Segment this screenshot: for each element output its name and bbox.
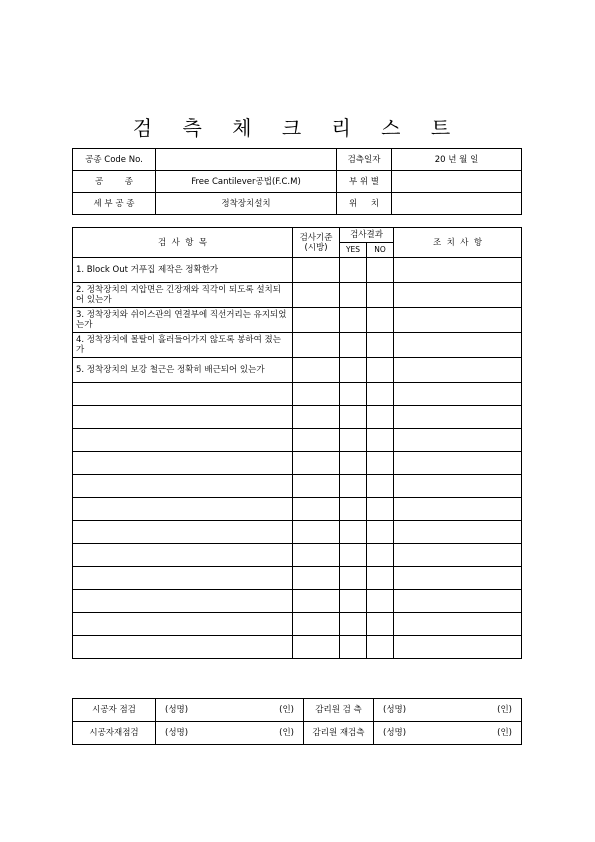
part-label: 부 위 별	[337, 171, 392, 193]
no-cell[interactable]	[367, 333, 394, 358]
check-item	[73, 498, 293, 521]
seal-label: (인)	[497, 705, 512, 715]
no-cell[interactable]	[367, 358, 394, 383]
col-action-header: 조 치 사 항	[394, 228, 522, 258]
table-row	[73, 452, 522, 475]
no-cell[interactable]	[367, 258, 394, 283]
standard-cell[interactable]	[293, 498, 340, 521]
table-row	[73, 258, 522, 283]
date-label: 검측일자	[337, 149, 392, 171]
no-cell[interactable]	[367, 475, 394, 498]
name-label: (성명)	[165, 705, 189, 715]
table-row	[73, 358, 522, 383]
supervisor-check-label: 감리원 검 측	[304, 699, 374, 722]
yes-cell[interactable]	[340, 452, 367, 475]
subtype-label: 세 부 공 종	[73, 193, 156, 215]
checklist-table	[72, 227, 522, 659]
info-table	[72, 148, 522, 215]
no-cell[interactable]	[367, 521, 394, 544]
no-cell[interactable]	[367, 383, 394, 406]
standard-cell[interactable]	[293, 308, 340, 333]
yes-cell[interactable]	[340, 590, 367, 613]
check-item	[73, 475, 293, 498]
no-cell[interactable]	[367, 406, 394, 429]
table-row	[73, 498, 522, 521]
yes-cell[interactable]	[340, 358, 367, 383]
table-row	[73, 283, 522, 308]
no-cell[interactable]	[367, 636, 394, 659]
standard-cell[interactable]	[293, 358, 340, 383]
action-cell[interactable]	[394, 283, 522, 308]
yes-cell[interactable]	[340, 544, 367, 567]
check-item	[73, 521, 293, 544]
contractor-recheck-sign[interactable]	[156, 722, 304, 745]
table-row	[73, 333, 522, 358]
check-item	[73, 613, 293, 636]
yes-cell[interactable]	[340, 383, 367, 406]
check-item: 1. Block Out 거푸집 제작은 정확한가	[73, 258, 293, 283]
col-yes-header: YES	[340, 243, 367, 258]
check-item	[73, 383, 293, 406]
no-cell[interactable]	[367, 452, 394, 475]
table-row	[73, 406, 522, 429]
check-item	[73, 636, 293, 659]
standard-cell[interactable]	[293, 452, 340, 475]
standard-cell[interactable]	[293, 429, 340, 452]
action-cell[interactable]	[394, 521, 522, 544]
table-row	[73, 475, 522, 498]
table-row	[73, 613, 522, 636]
seal-label: (인)	[279, 705, 294, 715]
table-row	[73, 429, 522, 452]
standard-cell[interactable]	[293, 283, 340, 308]
page-title: 검 측 체 크 리 스 트	[132, 116, 463, 140]
yes-cell[interactable]	[340, 333, 367, 358]
no-cell[interactable]	[367, 590, 394, 613]
code-value[interactable]	[156, 149, 337, 171]
type-label: 공 종	[73, 171, 156, 193]
table-row	[73, 383, 522, 406]
supervisor-recheck-label: 감리원 재검측	[304, 722, 374, 745]
signature-table	[72, 698, 522, 745]
table-row	[73, 521, 522, 544]
yes-cell[interactable]	[340, 258, 367, 283]
part-value[interactable]	[392, 171, 522, 193]
yes-cell[interactable]	[340, 636, 367, 659]
no-cell[interactable]	[367, 567, 394, 590]
action-cell[interactable]	[394, 358, 522, 383]
check-item: 2. 정착장치의 지압면은 긴장재와 직각이 되도록 설치되어 있는가	[73, 283, 293, 308]
no-cell[interactable]	[367, 544, 394, 567]
col-item-header: 검 사 항 목	[73, 228, 293, 258]
standard-cell[interactable]	[293, 406, 340, 429]
standard-cell[interactable]	[293, 258, 340, 283]
action-cell[interactable]	[394, 567, 522, 590]
yes-cell[interactable]	[340, 308, 367, 333]
action-cell[interactable]	[394, 475, 522, 498]
check-item: 3. 정착장치와 쉬이스관의 연결부에 직선거리는 유지되었는가	[73, 308, 293, 333]
action-cell[interactable]	[394, 636, 522, 659]
check-item	[73, 452, 293, 475]
no-cell[interactable]	[367, 308, 394, 333]
standard-cell[interactable]	[293, 613, 340, 636]
standard-cell[interactable]	[293, 333, 340, 358]
check-item	[73, 429, 293, 452]
yes-cell[interactable]	[340, 613, 367, 636]
supervisor-recheck-sign[interactable]	[374, 722, 522, 745]
action-cell[interactable]	[394, 429, 522, 452]
location-label: 위 치	[337, 193, 392, 215]
contractor-check-sign[interactable]	[156, 699, 304, 722]
yes-cell[interactable]	[340, 521, 367, 544]
code-label: 공종 Code No.	[73, 149, 156, 171]
check-item: 5. 정착장치의 보강 철근은 정확히 배근되어 있는가	[73, 358, 293, 383]
col-no-header: NO	[367, 243, 394, 258]
no-cell[interactable]	[367, 498, 394, 521]
action-cell[interactable]	[394, 406, 522, 429]
col-standard-header: 검사기준 (시방)	[293, 228, 340, 258]
yes-cell[interactable]	[340, 567, 367, 590]
action-cell[interactable]	[394, 498, 522, 521]
table-row	[73, 636, 522, 659]
yes-cell[interactable]	[340, 429, 367, 452]
action-cell[interactable]	[394, 452, 522, 475]
yes-cell[interactable]	[340, 498, 367, 521]
action-cell[interactable]	[394, 590, 522, 613]
action-cell[interactable]	[394, 308, 522, 333]
name-label: (성명)	[165, 728, 189, 738]
contractor-recheck-label: 시공자재점검	[73, 722, 156, 745]
standard-cell[interactable]	[293, 590, 340, 613]
no-cell[interactable]	[367, 613, 394, 636]
location-value[interactable]	[392, 193, 522, 215]
check-item	[73, 590, 293, 613]
check-item	[73, 544, 293, 567]
col-result-header: 검사결과	[340, 228, 394, 243]
table-row	[73, 567, 522, 590]
table-row	[73, 308, 522, 333]
contractor-check-label: 시공자 점검	[73, 699, 156, 722]
yes-cell[interactable]	[340, 283, 367, 308]
action-cell[interactable]	[394, 333, 522, 358]
check-item: 4. 정착장치에 몰탈이 흘러들어가지 않도록 봉하여 졌는가	[73, 333, 293, 358]
check-item	[73, 406, 293, 429]
standard-cell[interactable]	[293, 544, 340, 567]
yes-cell[interactable]	[340, 475, 367, 498]
standard-cell[interactable]	[293, 636, 340, 659]
no-cell[interactable]	[367, 429, 394, 452]
action-cell[interactable]	[394, 258, 522, 283]
subtype-value[interactable]: 정착장치설치	[156, 193, 337, 215]
table-row	[73, 590, 522, 613]
supervisor-check-sign[interactable]	[374, 699, 522, 722]
action-cell[interactable]	[394, 544, 522, 567]
name-label: (성명)	[383, 728, 407, 738]
seal-label: (인)	[279, 728, 294, 738]
standard-cell[interactable]	[293, 475, 340, 498]
check-item	[73, 567, 293, 590]
yes-cell[interactable]	[340, 406, 367, 429]
date-value[interactable]: 20 년 월 일	[392, 149, 522, 171]
standard-cell[interactable]	[293, 383, 340, 406]
table-row	[73, 544, 522, 567]
action-cell[interactable]	[394, 383, 522, 406]
no-cell[interactable]	[367, 283, 394, 308]
standard-cell[interactable]	[293, 521, 340, 544]
standard-cell[interactable]	[293, 567, 340, 590]
action-cell[interactable]	[394, 613, 522, 636]
name-label: (성명)	[383, 705, 407, 715]
type-value[interactable]: Free Cantilever공법(F.C.M)	[156, 171, 337, 193]
seal-label: (인)	[497, 728, 512, 738]
